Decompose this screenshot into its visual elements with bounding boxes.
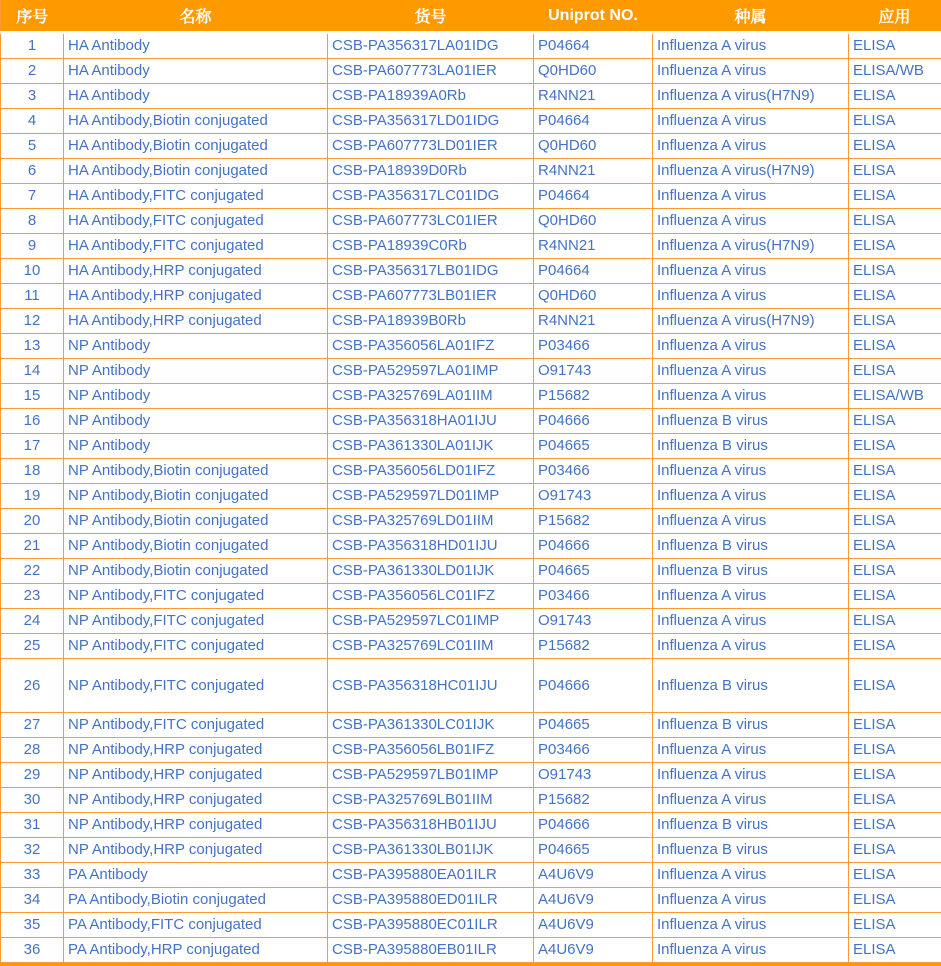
cell-application: ELISA [849,813,941,838]
cell-no: 21 [1,534,64,559]
cell-application: ELISA [849,509,941,534]
cell-application: ELISA/WB [849,59,941,84]
cell-uniprot: O91743 [534,359,653,384]
cell-no: 30 [1,788,64,813]
column-header-no: 序号 [1,0,64,33]
column-header-catalog: 货号 [328,0,534,33]
cell-application: ELISA [849,234,941,259]
cell-catalog: CSB-PA18939B0Rb [328,309,534,334]
cell-uniprot: O91743 [534,763,653,788]
cell-application: ELISA [849,738,941,763]
table-row [1,913,941,938]
cell-uniprot: A4U6V9 [534,913,653,938]
table-row [1,509,941,534]
cell-name: NP Antibody,HRP conjugated [64,838,328,863]
cell-catalog: CSB-PA356056LB01IFZ [328,738,534,763]
cell-name: NP Antibody,HRP conjugated [64,788,328,813]
cell-application: ELISA [849,84,941,109]
cell-no: 11 [1,284,64,309]
cell-name: HA Antibody,FITC conjugated [64,184,328,209]
table-row [1,284,941,309]
cell-no: 29 [1,763,64,788]
cell-uniprot: P15682 [534,788,653,813]
cell-species: Influenza A virus [653,888,849,913]
cell-no: 34 [1,888,64,913]
cell-application: ELISA [849,763,941,788]
cell-application: ELISA [849,434,941,459]
table-row [1,788,941,813]
cell-no: 27 [1,713,64,738]
cell-catalog: CSB-PA607773LA01IER [328,59,534,84]
cell-application: ELISA [849,33,941,59]
cell-uniprot: P03466 [534,584,653,609]
cell-uniprot: Q0HD60 [534,209,653,234]
cell-catalog: CSB-PA361330LA01IJK [328,434,534,459]
cell-species: Influenza A virus [653,209,849,234]
cell-no: 35 [1,913,64,938]
cell-species: Influenza A virus [653,459,849,484]
cell-species: Influenza B virus [653,534,849,559]
table-row [1,359,941,384]
cell-species: Influenza A virus [653,738,849,763]
cell-species: Influenza B virus [653,559,849,584]
cell-application: ELISA [849,838,941,863]
cell-species: Influenza A virus [653,634,849,659]
cell-catalog: CSB-PA325769LA01IIM [328,384,534,409]
cell-application: ELISA [849,184,941,209]
cell-uniprot: P04666 [534,409,653,434]
cell-no: 4 [1,109,64,134]
cell-catalog: CSB-PA395880ED01ILR [328,888,534,913]
table-row [1,409,941,434]
cell-name: HA Antibody,HRP conjugated [64,284,328,309]
cell-catalog: CSB-PA395880EC01ILR [328,913,534,938]
table-row [1,838,941,863]
cell-no: 5 [1,134,64,159]
cell-name: NP Antibody,Biotin conjugated [64,534,328,559]
cell-species: Influenza B virus [653,713,849,738]
table-row [1,234,941,259]
table-row [1,134,941,159]
cell-catalog: CSB-PA529597LA01IMP [328,359,534,384]
cell-application: ELISA [849,559,941,584]
cell-species: Influenza A virus [653,259,849,284]
cell-no: 3 [1,84,64,109]
cell-name: NP Antibody [64,359,328,384]
cell-catalog: CSB-PA356317LC01IDG [328,184,534,209]
cell-application: ELISA [849,713,941,738]
cell-application: ELISA [849,634,941,659]
cell-no: 36 [1,938,64,963]
cell-species: Influenza A virus [653,763,849,788]
cell-species: Influenza A virus [653,33,849,59]
cell-catalog: CSB-PA325769LC01IIM [328,634,534,659]
cell-application: ELISA [849,609,941,634]
table-row [1,109,941,134]
cell-species: Influenza B virus [653,434,849,459]
cell-name: NP Antibody [64,409,328,434]
cell-no: 14 [1,359,64,384]
cell-name: NP Antibody,Biotin conjugated [64,559,328,584]
cell-name: NP Antibody [64,334,328,359]
cell-catalog: CSB-PA356056LC01IFZ [328,584,534,609]
cell-uniprot: P04664 [534,109,653,134]
cell-name: PA Antibody,Biotin conjugated [64,888,328,913]
table-row [1,59,941,84]
cell-species: Influenza A virus [653,59,849,84]
cell-application: ELISA [849,888,941,913]
cell-name: HA Antibody,Biotin conjugated [64,134,328,159]
cell-no: 23 [1,584,64,609]
cell-species: Influenza A virus [653,788,849,813]
cell-species: Influenza B virus [653,409,849,434]
cell-uniprot: P03466 [534,738,653,763]
column-header-uniprot: Uniprot NO. [534,0,653,33]
cell-no: 31 [1,813,64,838]
cell-application: ELISA [849,284,941,309]
cell-uniprot: A4U6V9 [534,888,653,913]
table-row [1,434,941,459]
cell-name: HA Antibody,Biotin conjugated [64,109,328,134]
cell-application: ELISA [849,334,941,359]
cell-catalog: CSB-PA607773LB01IER [328,284,534,309]
cell-species: Influenza B virus [653,813,849,838]
table-row [1,813,941,838]
cell-uniprot: P15682 [534,384,653,409]
cell-catalog: CSB-PA607773LD01IER [328,134,534,159]
cell-name: HA Antibody,HRP conjugated [64,259,328,284]
cell-no: 33 [1,863,64,888]
cell-catalog: CSB-PA356318HB01IJU [328,813,534,838]
cell-catalog: CSB-PA356056LA01IFZ [328,334,534,359]
cell-name: NP Antibody,FITC conjugated [64,584,328,609]
cell-application: ELISA [849,259,941,284]
cell-species: Influenza A virus [653,913,849,938]
cell-catalog: CSB-PA325769LB01IIM [328,788,534,813]
cell-name: NP Antibody,HRP conjugated [64,738,328,763]
cell-no: 32 [1,838,64,863]
cell-species: Influenza A virus [653,334,849,359]
cell-uniprot: P04665 [534,713,653,738]
cell-name: NP Antibody,HRP conjugated [64,813,328,838]
cell-no: 16 [1,409,64,434]
cell-no: 9 [1,234,64,259]
cell-name: PA Antibody [64,863,328,888]
cell-no: 8 [1,209,64,234]
cell-uniprot: P04664 [534,33,653,59]
table-row [1,309,941,334]
cell-no: 28 [1,738,64,763]
cell-species: Influenza A virus [653,484,849,509]
cell-uniprot: R4NN21 [534,84,653,109]
cell-species: Influenza A virus [653,359,849,384]
cell-application: ELISA [849,209,941,234]
cell-no: 19 [1,484,64,509]
cell-catalog: CSB-PA18939A0Rb [328,84,534,109]
cell-species: Influenza A virus [653,584,849,609]
cell-name: HA Antibody,Biotin conjugated [64,159,328,184]
table-row [1,84,941,109]
table-row [1,659,941,713]
table-row [1,534,941,559]
table-row [1,584,941,609]
cell-uniprot: R4NN21 [534,159,653,184]
cell-name: HA Antibody,FITC conjugated [64,209,328,234]
cell-application: ELISA [849,484,941,509]
cell-species: Influenza A virus(H7N9) [653,309,849,334]
cell-no: 10 [1,259,64,284]
cell-uniprot: P04666 [534,534,653,559]
table-row [1,459,941,484]
table-row [1,938,941,963]
cell-species: Influenza A virus [653,109,849,134]
cell-name: NP Antibody [64,434,328,459]
cell-name: NP Antibody,FITC conjugated [64,609,328,634]
cell-no: 18 [1,459,64,484]
cell-uniprot: P04666 [534,813,653,838]
cell-catalog: CSB-PA356317LA01IDG [328,33,534,59]
cell-catalog: CSB-PA356317LB01IDG [328,259,534,284]
table-row [1,609,941,634]
cell-species: Influenza A virus [653,134,849,159]
table-row [1,334,941,359]
cell-uniprot: R4NN21 [534,234,653,259]
cell-catalog: CSB-PA395880EB01ILR [328,938,534,963]
cell-uniprot: P15682 [534,634,653,659]
cell-application: ELISA [849,109,941,134]
cell-uniprot: R4NN21 [534,309,653,334]
cell-catalog: CSB-PA356318HC01IJU [328,659,534,713]
cell-application: ELISA [849,359,941,384]
cell-uniprot: P03466 [534,334,653,359]
cell-uniprot: O91743 [534,609,653,634]
cell-species: Influenza A virus [653,384,849,409]
table-row [1,259,941,284]
cell-species: Influenza A virus(H7N9) [653,159,849,184]
cell-no: 1 [1,33,64,59]
cell-application: ELISA [849,913,941,938]
cell-catalog: CSB-PA356317LD01IDG [328,109,534,134]
cell-uniprot: Q0HD60 [534,134,653,159]
cell-uniprot: O91743 [534,484,653,509]
cell-application: ELISA [849,938,941,963]
cell-catalog: CSB-PA356318HD01IJU [328,534,534,559]
table-row [1,763,941,788]
cell-catalog: CSB-PA18939D0Rb [328,159,534,184]
cell-name: HA Antibody [64,84,328,109]
table-row [1,33,941,59]
cell-species: Influenza A virus [653,609,849,634]
cell-name: NP Antibody,Biotin conjugated [64,509,328,534]
cell-species: Influenza A virus(H7N9) [653,234,849,259]
cell-name: NP Antibody,FITC conjugated [64,713,328,738]
cell-species: Influenza A virus [653,184,849,209]
cell-uniprot: P04664 [534,184,653,209]
cell-no: 26 [1,659,64,713]
cell-no: 15 [1,384,64,409]
cell-species: Influenza A virus [653,509,849,534]
cell-application: ELISA [849,159,941,184]
cell-uniprot: P15682 [534,509,653,534]
cell-catalog: CSB-PA529597LB01IMP [328,763,534,788]
table-row [1,559,941,584]
cell-catalog: CSB-PA529597LC01IMP [328,609,534,634]
cell-name: HA Antibody,HRP conjugated [64,309,328,334]
table-row [1,888,941,913]
cell-catalog: CSB-PA325769LD01IIM [328,509,534,534]
cell-uniprot: Q0HD60 [534,284,653,309]
cell-no: 20 [1,509,64,534]
cell-no: 2 [1,59,64,84]
cell-no: 25 [1,634,64,659]
cell-name: NP Antibody,HRP conjugated [64,763,328,788]
cell-no: 12 [1,309,64,334]
cell-name: NP Antibody,FITC conjugated [64,659,328,713]
cell-application: ELISA [849,534,941,559]
cell-catalog: CSB-PA361330LC01IJK [328,713,534,738]
cell-name: HA Antibody [64,59,328,84]
cell-catalog: CSB-PA395880EA01ILR [328,863,534,888]
cell-application: ELISA [849,659,941,713]
cell-uniprot: P04664 [534,259,653,284]
table-row [1,209,941,234]
column-header-species: 种属 [653,0,849,33]
cell-uniprot: P04665 [534,838,653,863]
cell-no: 17 [1,434,64,459]
table-row [1,863,941,888]
table-row [1,384,941,409]
cell-name: NP Antibody,FITC conjugated [64,634,328,659]
cell-no: 22 [1,559,64,584]
cell-uniprot: A4U6V9 [534,863,653,888]
table-row [1,484,941,509]
cell-no: 24 [1,609,64,634]
cell-uniprot: P03466 [534,459,653,484]
cell-name: PA Antibody,HRP conjugated [64,938,328,963]
cell-uniprot: P04665 [534,559,653,584]
cell-uniprot: P04666 [534,659,653,713]
cell-no: 6 [1,159,64,184]
cell-species: Influenza A virus(H7N9) [653,84,849,109]
cell-name: NP Antibody [64,384,328,409]
cell-application: ELISA [849,788,941,813]
cell-application: ELISA/WB [849,384,941,409]
cell-application: ELISA [849,134,941,159]
cell-catalog: CSB-PA607773LC01IER [328,209,534,234]
cell-name: NP Antibody,Biotin conjugated [64,459,328,484]
cell-application: ELISA [849,459,941,484]
table-row [1,159,941,184]
table-header-row [1,0,941,33]
cell-name: PA Antibody,FITC conjugated [64,913,328,938]
table-row [1,738,941,763]
cell-catalog: CSB-PA529597LD01IMP [328,484,534,509]
cell-name: HA Antibody [64,33,328,59]
cell-uniprot: P04665 [534,434,653,459]
cell-name: HA Antibody,FITC conjugated [64,234,328,259]
table-row [1,634,941,659]
cell-species: Influenza B virus [653,838,849,863]
cell-uniprot: A4U6V9 [534,938,653,963]
cell-species: Influenza B virus [653,659,849,713]
table-row [1,184,941,209]
cell-species: Influenza A virus [653,938,849,963]
cell-catalog: CSB-PA361330LD01IJK [328,559,534,584]
cell-application: ELISA [849,863,941,888]
column-header-application: 应用 [849,0,941,33]
column-header-name: 名称 [64,0,328,33]
cell-catalog: CSB-PA356318HA01IJU [328,409,534,434]
cell-species: Influenza A virus [653,284,849,309]
cell-uniprot: Q0HD60 [534,59,653,84]
cell-no: 7 [1,184,64,209]
cell-application: ELISA [849,409,941,434]
cell-catalog: CSB-PA18939C0Rb [328,234,534,259]
cell-catalog: CSB-PA361330LB01IJK [328,838,534,863]
cell-application: ELISA [849,584,941,609]
table-row [1,713,941,738]
cell-species: Influenza A virus [653,863,849,888]
cell-catalog: CSB-PA356056LD01IFZ [328,459,534,484]
cell-application: ELISA [849,309,941,334]
cell-name: NP Antibody,Biotin conjugated [64,484,328,509]
cell-no: 13 [1,334,64,359]
